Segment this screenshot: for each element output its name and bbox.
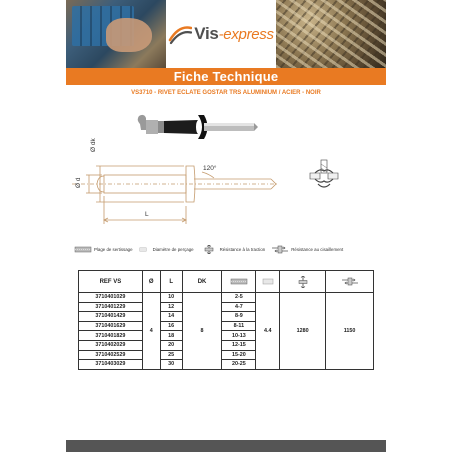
cell-clamping-range: 15-20	[222, 350, 256, 360]
cell-length: 10	[160, 293, 182, 303]
cell-clamping-range: 10-13	[222, 331, 256, 341]
legend-item	[271, 245, 343, 254]
cell-tensile: 1280	[280, 293, 326, 370]
rivet-diagram	[66, 112, 386, 240]
col-header-tensile	[280, 271, 326, 293]
cell-shear: 1150	[326, 293, 374, 370]
cell-clamping-range: 8-11	[222, 321, 256, 331]
legend-label: Plage de sertissage	[94, 246, 133, 252]
rivet-installed-section-icon	[310, 160, 338, 192]
cell-ref: 3710402029	[79, 340, 143, 350]
cell-length: 25	[160, 350, 182, 360]
legend	[74, 243, 386, 255]
brand-logo	[166, 0, 276, 68]
legend-item	[139, 245, 194, 254]
shear-strength-icon	[341, 277, 359, 286]
drill-diameter-icon	[139, 245, 151, 254]
cell-length: 20	[160, 340, 182, 350]
col-header-drill-diameter	[256, 271, 280, 293]
clamping-range-icon	[74, 245, 92, 254]
cell-ref: 3710401229	[79, 302, 143, 312]
brand-name: Vis	[194, 24, 219, 43]
cell-clamping-range: 8-9	[222, 312, 256, 322]
diameter-label: Ø d	[75, 177, 82, 188]
cell-ref: 3710401829	[79, 331, 143, 341]
col-header-ref: REF VS	[79, 271, 143, 293]
footer-bar	[66, 440, 386, 452]
length-label: L	[145, 211, 149, 218]
brand-suffix: -express	[218, 26, 274, 43]
cell-head-diameter: 8	[182, 293, 222, 370]
rivet-technical-drawing	[72, 166, 278, 224]
tensile-strength-icon	[200, 245, 218, 254]
col-header-head-diameter: DK	[182, 271, 222, 293]
cell-clamping-range: 12-15	[222, 340, 256, 350]
technical-sheet-page	[66, 0, 386, 452]
product-subtitle: VS3710 - RIVET ECLATE GOSTAR TRS ALUMINIUM / ACIER - NOIR	[131, 90, 321, 96]
spec-table	[78, 270, 374, 370]
table-header-row	[79, 271, 374, 293]
cell-clamping-range: 20-25	[222, 360, 256, 370]
cell-diameter: 4	[142, 293, 160, 370]
cell-drill-diameter: 4.4	[256, 293, 280, 370]
legend-item	[74, 245, 133, 254]
col-header-clamping-range	[222, 271, 256, 293]
head-diameter-label: Ø dk	[90, 138, 97, 152]
logo-swoosh-icon	[168, 23, 192, 45]
legend-label: Résistance à la traction	[219, 246, 266, 252]
col-header-shear	[326, 271, 374, 293]
rivet-photo	[138, 115, 258, 139]
drill-diameter-icon	[262, 277, 274, 286]
cell-clamping-range: 4-7	[222, 302, 256, 312]
table-row	[79, 293, 374, 303]
header-banner	[66, 0, 386, 68]
cell-ref: 3710401629	[79, 321, 143, 331]
cell-length: 14	[160, 312, 182, 322]
cell-ref: 3710402529	[79, 350, 143, 360]
col-header-length: L	[160, 271, 182, 293]
angle-label: 120°	[203, 165, 217, 172]
page-title: Fiche Technique	[173, 69, 279, 84]
workshop-photo	[66, 0, 166, 68]
legend-label: Résistance au cisaillement	[291, 246, 344, 252]
col-header-diameter: Ø	[142, 271, 160, 293]
legend-item	[200, 245, 266, 254]
cell-ref: 3710403029	[79, 360, 143, 370]
cell-ref: 3710401029	[79, 293, 143, 303]
cell-ref: 3710401429	[79, 312, 143, 322]
tensile-strength-icon	[294, 276, 312, 288]
screws-photo	[276, 0, 386, 68]
cell-length: 16	[160, 321, 182, 331]
cell-length: 12	[160, 302, 182, 312]
shear-strength-icon	[271, 245, 289, 254]
clamping-range-icon	[230, 277, 248, 286]
legend-label: Diamètre de perçage	[152, 246, 194, 252]
cell-clamping-range: 2-5	[222, 293, 256, 303]
cell-length: 18	[160, 331, 182, 341]
cell-length: 30	[160, 360, 182, 370]
title-bar	[66, 68, 386, 85]
